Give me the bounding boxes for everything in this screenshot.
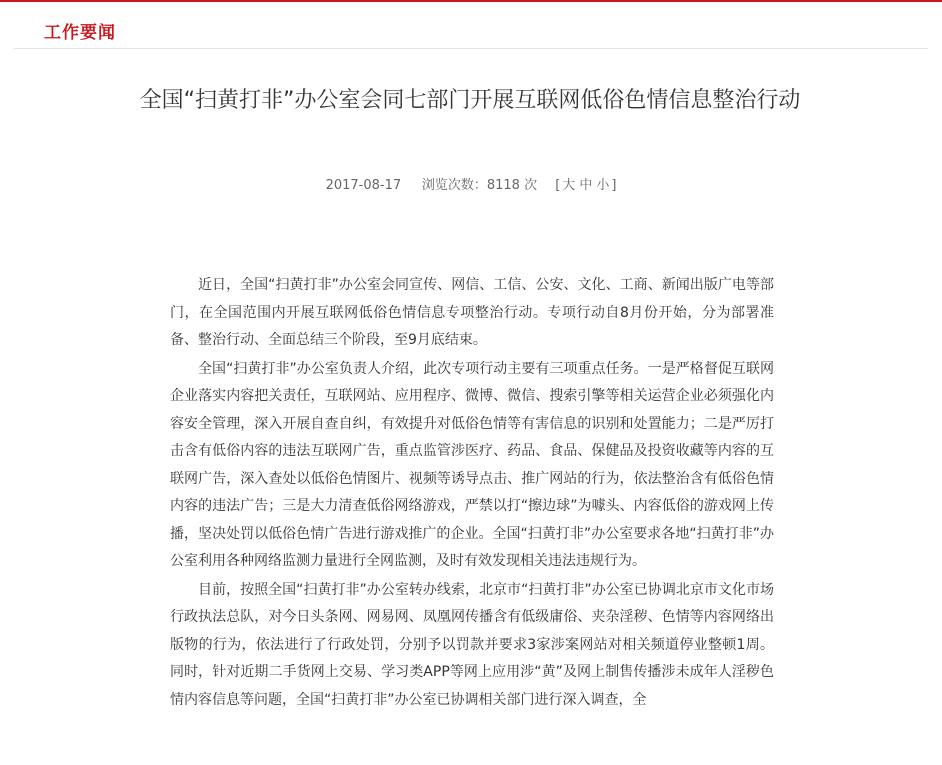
font-size-small-button[interactable]: 小 <box>596 178 610 193</box>
article-paragraph: 目前，按照全国“扫黄打非”办公室转办线索，北京市“扫黄打非”办公室已协调北京市文化市场行政执法总队，对今日头条网、网易网、凤凰网传播含有低级庸俗、夹杂淫秽、色情等内容网络出版物的行为，依法进行了行政处罚，分别予以罚款并要求3家涉案网站对相关频道停业整顿1周。同时，针对近期二手货网上交易、学习类APP等网上应用涉“黄”及网上制售传播涉未成年人淫秽色情内容信息等问题，全国“扫黄打非”办公室已协调相关部门进行深入调查，全 <box>170 581 774 708</box>
views-label: 浏览次数： <box>421 178 487 193</box>
views-count: 8118 <box>486 178 520 193</box>
views-unit: 次 <box>524 178 538 193</box>
article-body <box>170 272 774 715</box>
section-header <box>14 10 928 49</box>
top-accent-rule <box>0 0 942 2</box>
font-size-medium-button[interactable]: 中 <box>579 178 593 193</box>
article-meta <box>0 174 942 193</box>
article-title: 全国“扫黄打非”办公室会同七部门开展互联网低俗色情信息整治行动 <box>139 88 801 113</box>
article-paragraph: 近日，全国“扫黄打非”办公室会同宣传、网信、工信、公安、文化、工商、新闻出版广电等部门，在全国范围内开展互联网低俗色情信息专项整治行动。专项行动自8月份开始，分为部署准备、整治行动、全面总结三个阶段，至9月底结束。 <box>170 277 774 348</box>
font-size-open-bracket: [ <box>555 178 561 193</box>
font-size-close-bracket: ] <box>611 178 617 193</box>
font-size-large-button[interactable]: 大 <box>562 178 576 193</box>
meta-spacer <box>405 178 417 193</box>
section-title: 工作要闻 <box>44 23 116 43</box>
font-size-switcher <box>555 178 616 193</box>
publish-date: 2017-08-17 <box>325 178 402 193</box>
article-paragraph: 全国“扫黄打非”办公室负责人介绍，此次专项行动主要有三项重点任务。一是严格督促互联网企业落实内容把关责任，互联网站、应用程序、微博、微信、搜索引擎等相关运营企业必须强化内容安全管理，深入开展自查自纠，有效提升对低俗色情等有害信息的识别和处置能力；二是严厉打击含有低俗内容的违法互联网广告，重点监管涉医疗、药品、食品、保健品及投资收藏等内容的互联网广告，深入查处以低俗色情图片、视频等诱导点击、推广网站的行为，依法整治含有低俗色情内容的违法广告；三是大力清查低俗网络游戏，严禁以打“擦边球”为噱头、内容低俗的游戏网上传播，坚决处罚以低俗色情广告进行游戏推广的企业。全国“扫黄打非”办公室要求各地“扫黄打非”办公室利用各种网络监测力量进行全网监测，及时有效发现相关违法违规行为。 <box>170 360 774 569</box>
